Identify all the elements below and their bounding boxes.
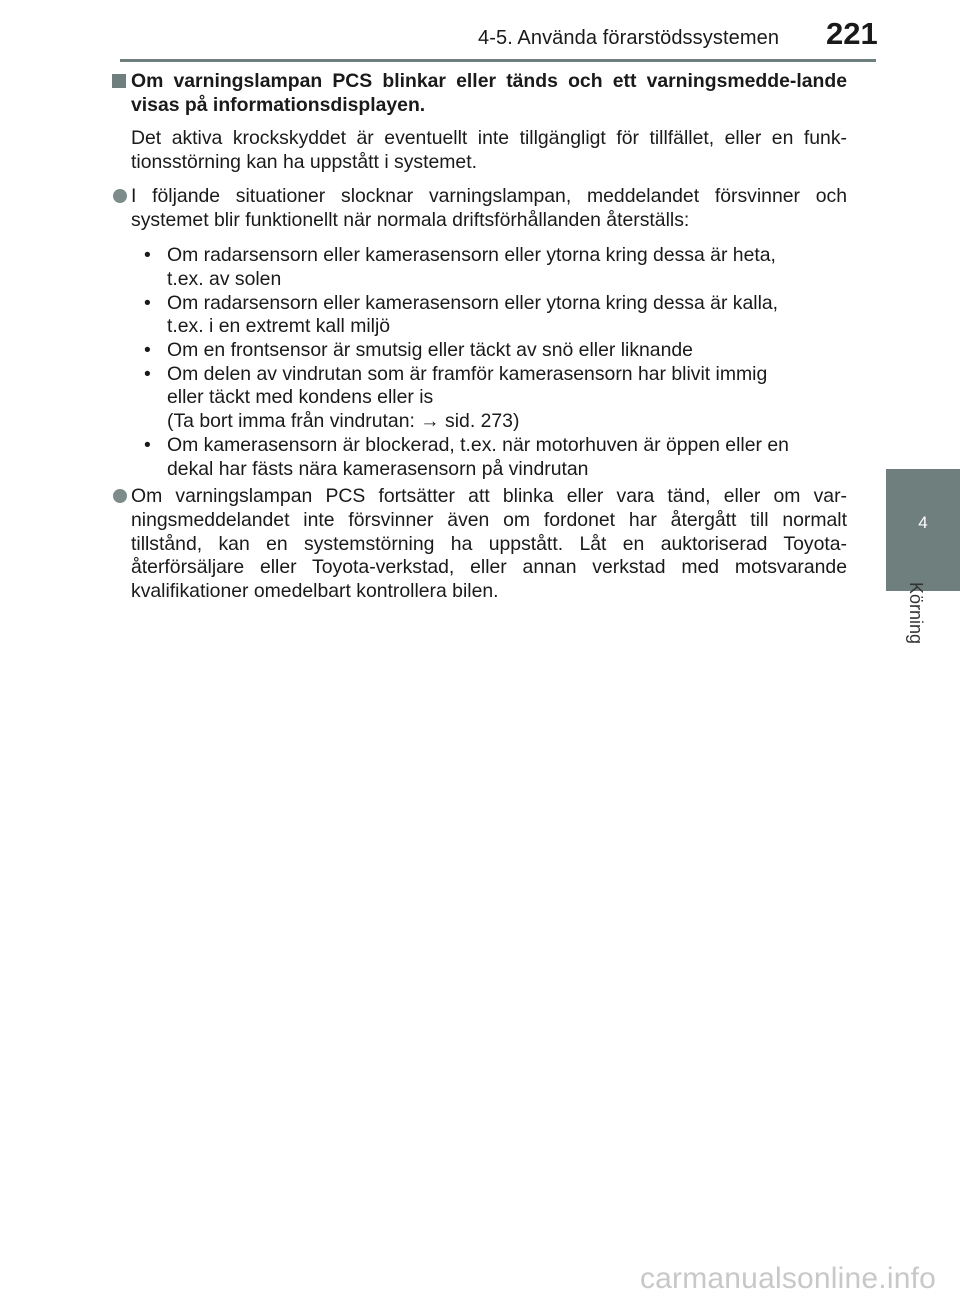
chapter-label: Körning [906,582,926,645]
list-item [112,185,847,232]
sub-list-line: dekal har fästs nära kamerasensorn på vindrutan [167,457,589,480]
sub-list [131,244,847,481]
sub-list-line: Om radarsensorn eller kamerasensorn eller ytorna kring dessa är kalla, [167,291,779,314]
circle-bullet-icon [113,189,127,203]
section-title: 4-5. Använda förarstödssystemen [478,27,780,49]
section-heading-text: Om varningslampan PCS blinkar eller tänds och ett varningsmedde-lande visas på informationsdisplayen. [131,70,847,116]
square-bullet-icon [112,74,126,88]
sub-list-line: Om en frontsensor är smutsig eller täckt av snö eller liknande [167,339,693,362]
sub-list-line: t.ex. av solen [167,267,282,290]
list-item-text: Om varningslampan PCS fortsätter att blinka eller vara tänd, eller om var-ningsmeddelandet inte försvinner även om fordonet har återgått till normalt tillstånd, kan en systemstörning ha uppstått. Låt en auktoriserad Toyota-återförsäljare eller Toyota-verkstad, eller annan verkstad med motsvarande kvalifikationer omedelbart kontrollera bilen. [131,485,847,603]
sub-list-item [131,434,847,481]
header-rule [120,59,876,62]
dot-bullet-icon: • [144,291,151,314]
dot-bullet-icon: • [144,244,151,267]
intro-paragraph: Det aktiva krockskyddet är eventuellt inte tillgängligt för tillfället, eller en funk-tionsstörning kan ha uppstått i systemet. [131,127,847,174]
page-reference[interactable]: (Ta bort imma från vindrutan: → sid. 273) [167,410,520,433]
chapter-tab[interactable] [886,469,960,591]
sub-list-line: Om kamerasensorn är blockerad, t.ex. när motorhuven är öppen eller en [167,433,789,456]
sub-list-line: Om delen av vindrutan som är framför kamerasensorn har blivit immig [167,362,768,385]
sub-list-line: eller täckt med kondens eller is [167,386,434,409]
page-number: 221 [826,16,878,51]
sub-list-line: t.ex. i en extremt kall miljö [167,315,391,338]
dot-bullet-icon: • [144,362,151,385]
dot-bullet-icon: • [144,339,151,362]
main-content [112,70,847,604]
dot-bullet-icon: • [144,433,151,456]
section-heading [112,70,847,117]
sub-list-line: Om radarsensorn eller kamerasensorn eller ytorna kring dessa är heta, [167,244,776,267]
sub-list-item [131,363,847,434]
watermark: carmanualsonline.info [639,1262,936,1295]
sub-list-item [131,339,847,363]
circle-bullet-icon [113,489,127,503]
sub-list-item [131,244,847,291]
list-item-text: I följande situationer slocknar varningslampan, meddelandet försvinner och systemet blir funktionellt när normala driftsförhållanden återställs: [131,184,847,231]
sub-list-item [131,292,847,339]
chapter-number: 4 [918,513,928,532]
list-item [112,485,847,604]
